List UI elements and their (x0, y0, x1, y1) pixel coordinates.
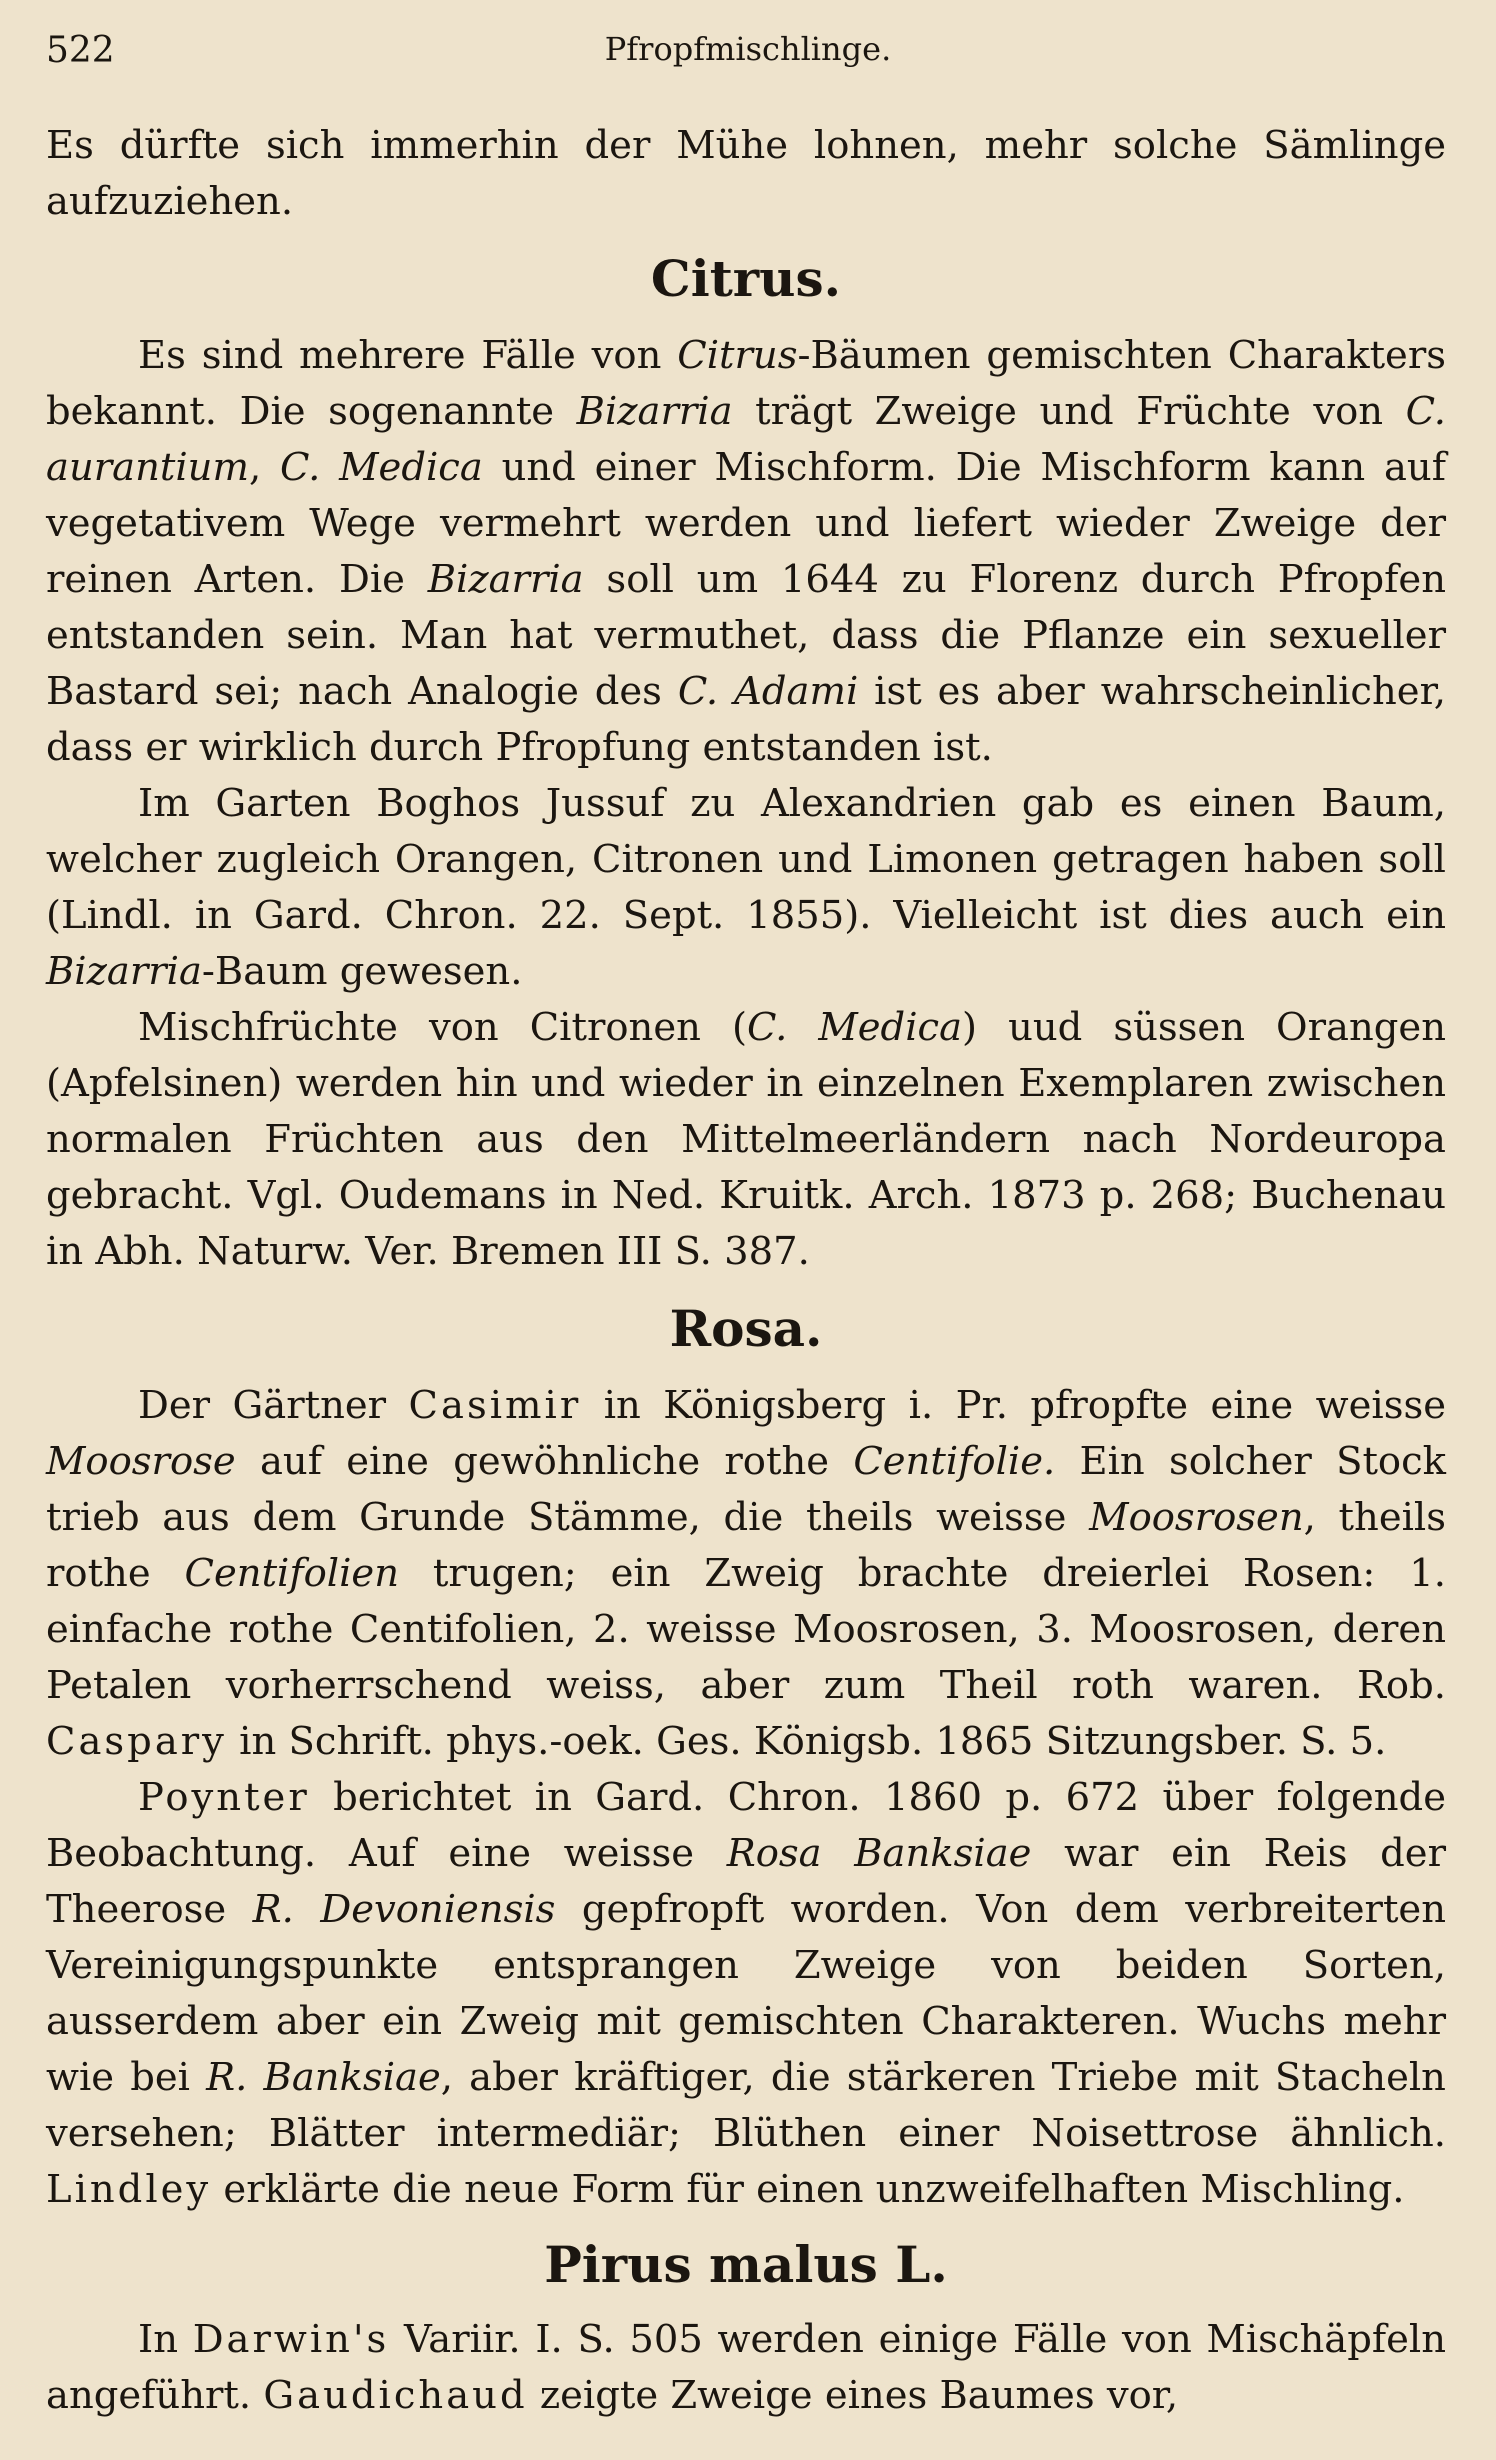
rosa-paragraph-2: Poynter berichtet in Gard. Chron. 1860 p. 672 über folgende Beobachtung. Auf eine weisse Rosa Banksiae war ein Reis der Theerose R. Devoniensis gepfropft worden. Von dem verbreiterten Vereinigungspunkte entsprangen Zweige von beiden Sorten, ausserdem aber ein Zweig mit gemischten Charakteren. Wuchs mehr wie bei R. Banksiae, aber kräftiger, die stärkeren Triebe mit Stacheln versehen; Blätter intermediär; Blüthen einer Noisettrose ähnlich. Lindley erklärte die neue Form für einen unzweifelhaften Mischling. (46, 1775, 1447, 2212)
intro-paragraph: Es dürfte sich immerhin der Mühe lohnen, mehr solche Sämlinge aufzuziehen. (46, 123, 1446, 224)
section-heading-citrus: Citrus. (650, 249, 842, 308)
citrus-paragraph-2: Im Garten Boghos Jussuf zu Alexandrien gab es einen Baum, welcher zugleich Orangen, Citronen und Limonen getragen haben soll (Lindl. in Gard. Chron. 22. Sept. 1855). Vielleicht ist dies auch ein Bizarria-Baum gewesen. (46, 781, 1446, 994)
page-body (46, 118, 1446, 2424)
citrus-paragraph-1: Es sind mehrere Fälle von Citrus-Bäumen gemischten Charakters bekannt. Die sogenannte Bizarria trägt Zweige und Früchte von C. aurantium, C. Medica und einer Mischform. Die Mischform kann auf vegetativem Wege vermehrt werden und liefert wieder Zweige der reinen Arten. Die Bizarria soll um 1644 zu Florenz durch Pfropfen entstanden sein. Man hat vermuthet, dass die Pflanze ein sexueller Bastard sei; nach Analogie des C. Adami ist es aber wahrscheinlicher, dass er wirklich durch Pfropfung entstanden ist. (46, 333, 1447, 770)
rosa-paragraph-1: Der Gärtner Casimir in Königsberg i. Pr. pfropfte eine weisse Moosrose auf eine gewöhnliche rothe Centifolie. Ein solcher Stock trieb aus dem Grunde Stämme, die theils weisse Moosrosen, theils rothe Centifolien trugen; ein Zweig brachte dreierlei Rosen: 1. einfache rothe Centifolien, 2. weisse Moosrosen, 3. Moosrosen, deren Petalen vorherrschend weiss, aber zum Theil roth waren. Rob. Caspary in Schrift. phys.-oek. Ges. Königsb. 1865 Sitzungsber. S. 5. (46, 1383, 1446, 1764)
citrus-paragraph-3: Mischfrüchte von Citronen (C. Medica) uud süssen Orangen (Apfelsinen) werden hin und wieder in einzelnen Exemplaren zwischen normalen Früchten aus den Mittelmeerländern nach Nordeuropa gebracht. Vgl. Oudemans in Ned. Kruitk. Arch. 1873 p. 268; Buchenau in Abh. Naturw. Ver. Bremen III S. 387. (46, 1005, 1446, 1274)
pirus-paragraph-1: In Darwin's Variir. I. S. 505 werden einige Fälle von Mischäpfeln angeführt. Gaudichaud zeigte Zweige eines Baumes vor, (46, 2317, 1447, 2418)
section-heading-pirus: Pirus malus L. (544, 2235, 948, 2294)
section-heading-rosa: Rosa. (669, 1299, 823, 1358)
page-header (46, 30, 1450, 80)
running-title: Pfropfmischlinge. (604, 30, 892, 68)
page-number: 522 (46, 30, 115, 71)
